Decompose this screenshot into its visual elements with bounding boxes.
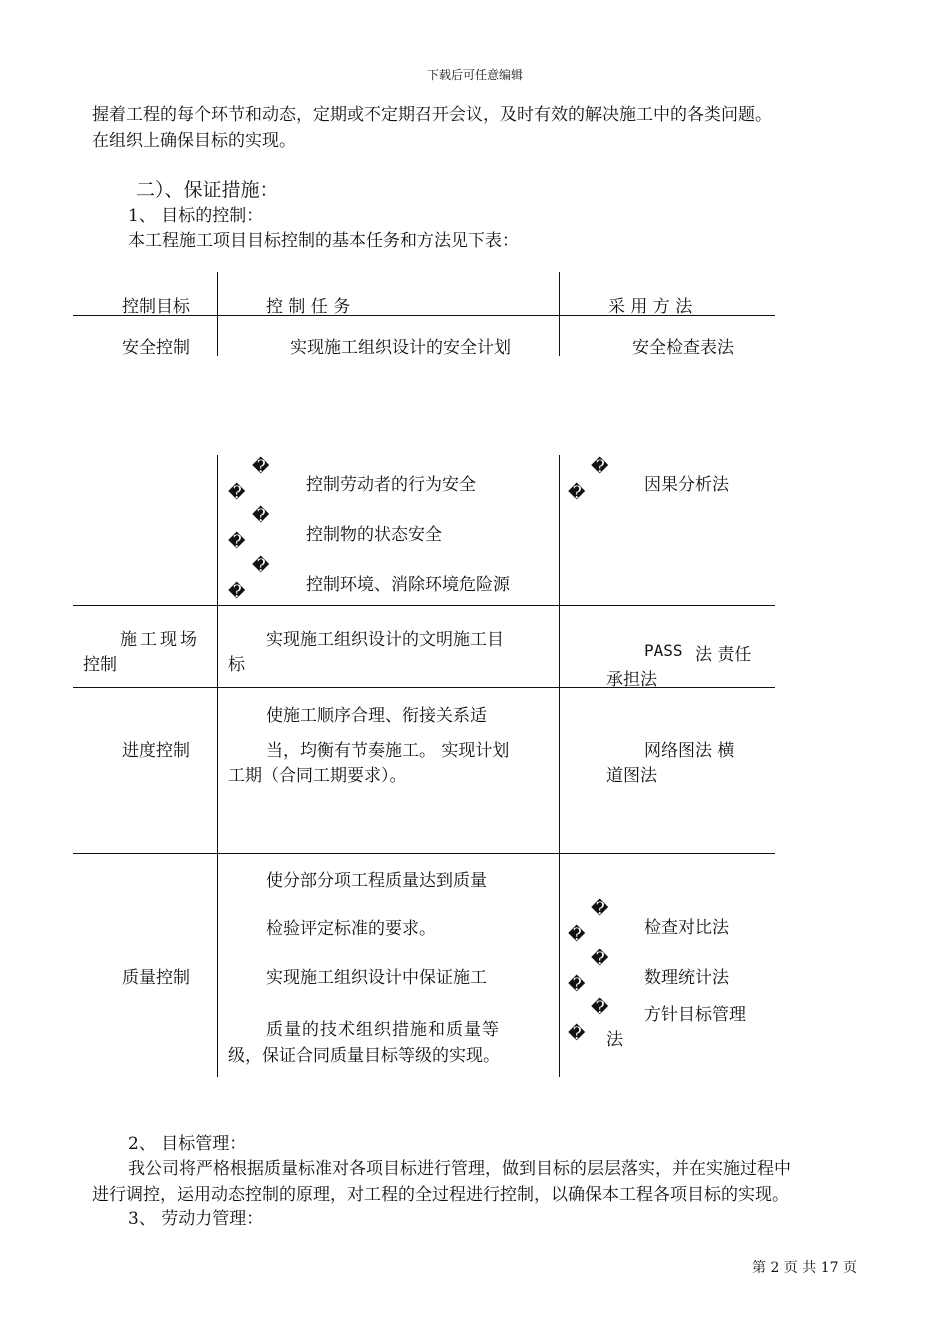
quality-task-line-2: 检验评定标准的要求。: [266, 919, 436, 939]
site-method-pass: PASS: [644, 641, 683, 660]
bullet-icon: �: [228, 532, 246, 552]
quality-method-3-line-2: 法: [606, 1030, 623, 1050]
schedule-task-line-2: 当，均衡有节奏施工。 实现计划: [266, 741, 510, 761]
quality-task-line-4: 质量的技术组织措施和质量等: [266, 1020, 500, 1040]
row-rule: [73, 687, 775, 688]
bullet-icon: �: [591, 457, 609, 477]
site-task-line-2: 标: [228, 655, 245, 675]
row-rule: [73, 853, 775, 854]
safety-method: 安全检查表法: [632, 338, 734, 358]
row-rule: [73, 605, 775, 606]
safety-subtask: 控制劳动者的行为安全: [306, 475, 476, 495]
bullet-icon: �: [252, 457, 270, 477]
page-header: 下载后可任意编辑: [426, 68, 523, 82]
quality-target: 质量控制: [122, 968, 190, 988]
table-divider: [217, 272, 218, 356]
quality-method: 检查对比法: [644, 918, 729, 938]
quality-task-line-5: 级，保证合同质量目标等级的实现。: [228, 1046, 500, 1066]
safety-target: 安全控制: [122, 338, 190, 358]
header-control-target: 控制目标: [122, 297, 190, 317]
schedule-task-line-1: 使施工顺序合理、衔接关系适: [266, 706, 487, 726]
item-2-heading: 2、 目标管理：: [128, 1134, 247, 1154]
bullet-icon: �: [228, 483, 246, 503]
safety-subtask: 控制物的状态安全: [306, 525, 442, 545]
bullet-icon: �: [591, 998, 609, 1018]
site-target-line-2: 控制: [83, 655, 117, 675]
table-intro: 本工程施工项目目标控制的基本任务和方法见下表：: [128, 231, 519, 251]
quality-task-line-1: 使分部分项工程质量达到质量: [266, 871, 487, 891]
bullet-icon: �: [591, 949, 609, 969]
bullet-icon: �: [591, 899, 609, 919]
schedule-method-line-1: 网络图法 横: [644, 741, 735, 761]
header-method: 采 用 方 法: [608, 297, 693, 317]
section-heading: 二）、保证措施：: [136, 179, 279, 201]
item-2-line-2: 进行调控，运用动态控制的原理，对工程的全过程进行控制，以确保本工程各项目标的实现。: [92, 1185, 789, 1205]
table-divider: [559, 455, 560, 1077]
table-divider: [559, 272, 560, 356]
schedule-task-line-3: 工期（合同工期要求）。: [228, 766, 407, 786]
site-method-line-2: 承担法: [606, 670, 657, 690]
bullet-icon: �: [568, 925, 586, 945]
bullet-icon: �: [252, 506, 270, 526]
bullet-icon: �: [252, 556, 270, 576]
table-divider: [217, 455, 218, 1077]
intro-line-2: 在组织上确保目标的实现。: [92, 131, 296, 151]
schedule-target: 进度控制: [122, 741, 190, 761]
site-target-line-1: 施工现场: [120, 630, 200, 650]
header-control-task: 控 制 任 务: [266, 297, 351, 317]
bullet-icon: �: [568, 1024, 586, 1044]
bullet-icon: �: [228, 582, 246, 602]
site-task-line-1: 实现施工组织设计的文明施工目: [266, 630, 504, 650]
item-2-line-1: 我公司将严格根据质量标准对各项目标进行管理，做到目标的层层落实，并在实施过程中: [128, 1159, 791, 1179]
safety-submethod: 因果分析法: [644, 475, 729, 495]
item-1-heading: 1、 目标的控制：: [128, 206, 264, 226]
intro-line-1: 握着工程的每个环节和动态，定期或不定期召开会议，及时有效的解决施工中的各类问题。: [92, 105, 772, 125]
safety-task: 实现施工组织设计的安全计划: [290, 338, 511, 358]
quality-task-line-3: 实现施工组织设计中保证施工: [266, 968, 487, 988]
schedule-method-line-2: 道图法: [606, 766, 657, 786]
safety-subtask: 控制环境、消除环境危险源: [306, 575, 510, 595]
page-number: 第 2 页 共 17 页: [752, 1260, 857, 1276]
bullet-icon: �: [568, 483, 586, 503]
quality-method-3-line-1: 方针目标管理: [644, 1005, 746, 1025]
item-3-heading: 3、 劳动力管理：: [128, 1209, 264, 1229]
quality-method: 数理统计法: [644, 968, 729, 988]
site-method-line-1: 法 责任: [695, 645, 752, 665]
bullet-icon: �: [568, 975, 586, 995]
